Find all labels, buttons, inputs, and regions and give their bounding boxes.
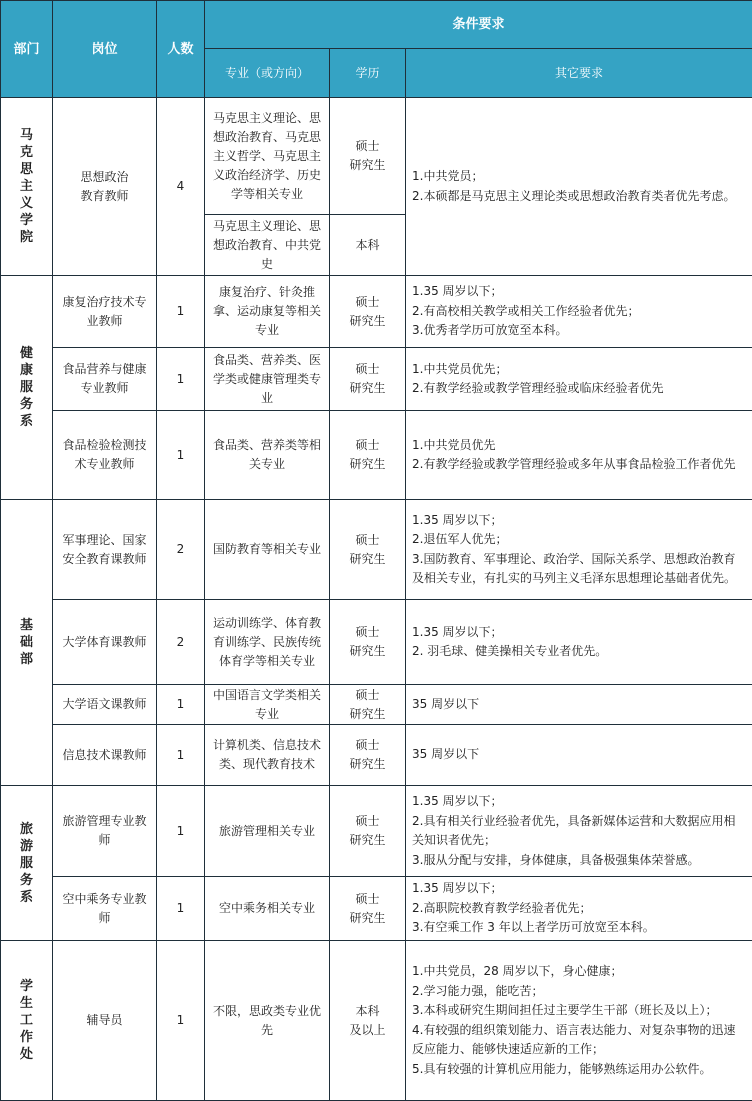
position-cell: 食品营养与健康专业教师: [53, 348, 157, 411]
table-row: [1, 786, 752, 877]
requirement-item: 1.中共党员；: [412, 169, 484, 183]
education-cell: 硕士 研究生: [330, 685, 406, 725]
table-row: [1, 348, 752, 411]
count-cell: 2: [157, 600, 205, 685]
position-cell: 大学体育课教师: [53, 600, 157, 685]
requirement-item: 3.服从分配与安排，身体健康，具备极强集体荣誉感。: [412, 852, 700, 867]
requirements-cell: [406, 98, 752, 276]
education-cell: 硕士 研究生: [330, 276, 406, 348]
count-cell: 1: [157, 348, 205, 411]
major-cell: 国防教育等相关专业: [205, 500, 330, 600]
position-cell: 思想政治 教育教师: [53, 98, 157, 276]
position-cell: 康复治疗技术专业教师: [53, 276, 157, 348]
header-position: 岗位: [53, 1, 157, 98]
major-cell: 食品类、营养类、医学类或健康管理类专业: [205, 348, 330, 411]
count-cell: 1: [157, 786, 205, 877]
requirements-cell: [406, 941, 752, 1101]
requirement-item: 2.具有相关行业经验者优先，具备新媒体运营和大数据应用相关知识者优先；: [412, 813, 736, 847]
requirement-item: 1.35 周岁以下；: [412, 881, 503, 896]
requirement-item: 4.有较强的组织策划能力、语言表达能力、对复杂事物的迅速反应能力、能够快速适应新的工作；: [412, 1022, 736, 1056]
header-education: 学历: [330, 49, 406, 98]
requirement-item: 3.本科或研究生期间担任过主要学生干部（班长及以上）；: [412, 1003, 718, 1017]
position-cell: 信息技术课教师: [53, 725, 157, 786]
requirements-cell: [406, 685, 752, 725]
table-row: [1, 685, 752, 725]
requirements-cell: [406, 411, 752, 500]
count-cell: 1: [157, 685, 205, 725]
requirements-cell: [406, 725, 752, 786]
education-cell: 硕士 研究生: [330, 500, 406, 600]
major-cell: 马克思主义理论、思想政治教育、马克思主义哲学、马克思主义政治经济学、历史学等相关专业: [205, 98, 330, 215]
position-cell: 大学语文课教师: [53, 685, 157, 725]
requirement-item: 2.高职院校教育教学经验者优先；: [412, 900, 592, 915]
requirements-cell: [406, 877, 752, 941]
header-major: 专业（或方向）: [205, 49, 330, 98]
education-cell: 硕士 研究生: [330, 98, 406, 215]
dept-cell: 旅游服务系: [1, 786, 53, 941]
requirement-item: 35 周岁以下: [412, 696, 480, 711]
requirement-item: 1.35 周岁以下；: [412, 512, 503, 527]
count-cell: 4: [157, 98, 205, 276]
requirement-item: 1.35 周岁以下；: [412, 794, 503, 808]
table-row: [1, 941, 752, 1101]
requirement-item: 1.中共党员，28 周岁以下，身心健康；: [412, 964, 623, 978]
table-row: [1, 877, 752, 941]
requirement-item: 2.本硕都是马克思主义理论类或思想政治教育类者优先考虑。: [412, 188, 736, 203]
dept-cell: 基础部: [1, 500, 53, 786]
count-cell: 2: [157, 500, 205, 600]
major-cell: 旅游管理相关专业: [205, 786, 330, 877]
education-cell: 硕士 研究生: [330, 600, 406, 685]
requirement-item: 2.有教学经验或教学管理经验或临床经验者优先: [412, 381, 664, 395]
major-cell: 运动训练学、体育教育训练学、民族传统体育学等相关专业: [205, 600, 330, 685]
requirement-item: 1.中共党员优先；: [412, 361, 508, 376]
position-cell: 食品检验检测技术专业教师: [53, 411, 157, 500]
major-cell: 中国语言文学类相关专业: [205, 685, 330, 725]
education-cell: 硕士 研究生: [330, 411, 406, 500]
requirement-item: 1.35 周岁以下；: [412, 624, 503, 639]
requirement-item: 2.有教学经验或教学管理经验或多年从事食品检验工作者优先: [412, 457, 736, 471]
requirement-item: 5.具有较强的计算机应用能力，能够熟练运用办公软件。: [412, 1061, 712, 1076]
requirement-item: 1.中共党员优先: [412, 437, 496, 452]
table-row: [1, 725, 752, 786]
major-cell: 计算机类、信息技术类、现代教育技术: [205, 725, 330, 786]
position-cell: 辅导员: [53, 941, 157, 1101]
header-other: 其它要求: [406, 49, 752, 98]
table-row: [1, 500, 752, 600]
header-count: 人数: [157, 1, 205, 98]
requirements-cell: [406, 786, 752, 877]
requirement-item: 3.有空乘工作 3 年以上者学历可放宽至本科。: [412, 920, 655, 935]
major-cell: 空中乘务相关专业: [205, 877, 330, 941]
major-cell: 不限，思政类专业优先: [205, 941, 330, 1101]
count-cell: 1: [157, 725, 205, 786]
education-cell: 本科: [330, 215, 406, 276]
header-conditions: 条件要求: [205, 1, 752, 49]
dept-cell: 健康服务系: [1, 276, 53, 500]
table-row: [1, 411, 752, 500]
requirement-item: 2.有高校相关教学或相关工作经验者优先；: [412, 303, 640, 318]
count-cell: 1: [157, 411, 205, 500]
education-cell: 硕士 研究生: [330, 786, 406, 877]
requirement-item: 2.退伍军人优先；: [412, 532, 508, 546]
position-cell: 旅游管理专业教师: [53, 786, 157, 877]
education-cell: 硕士 研究生: [330, 348, 406, 411]
header-dept: 部门: [1, 1, 53, 98]
count-cell: 1: [157, 941, 205, 1101]
requirement-item: 1.35 周岁以下；: [412, 284, 503, 299]
major-cell: 康复治疗、针灸推拿、运动康复等相关专业: [205, 276, 330, 348]
education-cell: 本科 及以上: [330, 941, 406, 1101]
dept-cell: 马克思主义学院: [1, 98, 53, 276]
table-row: [1, 600, 752, 685]
education-cell: 硕士 研究生: [330, 877, 406, 941]
requirements-cell: [406, 348, 752, 411]
requirement-item: 3.国防教育、军事理论、政治学、国际关系学、思想政治教育及相关专业，有扎实的马列主义毛泽东思想理论基础者优先。: [412, 551, 737, 585]
table-row: [1, 98, 752, 215]
count-cell: 1: [157, 877, 205, 941]
position-cell: 空中乘务专业教师: [53, 877, 157, 941]
requirements-cell: [406, 276, 752, 348]
requirements-cell: [406, 500, 752, 600]
requirement-item: 2.学习能力强，能吃苦；: [412, 983, 544, 998]
education-cell: 硕士 研究生: [330, 725, 406, 786]
major-cell: 食品类、营养类等相关专业: [205, 411, 330, 500]
table-row: [1, 276, 752, 348]
requirements-cell: [406, 600, 752, 685]
requirement-item: 35 周岁以下: [412, 747, 480, 762]
requirement-item: 2. 羽毛球、健美操相关专业者优先。: [412, 644, 608, 658]
count-cell: 1: [157, 276, 205, 348]
position-cell: 军事理论、国家安全教育课教师: [53, 500, 157, 600]
dept-cell: 学生工作处: [1, 941, 53, 1101]
requirement-item: 3.优秀者学历可放宽至本科。: [412, 323, 568, 338]
major-cell: 马克思主义理论、思想政治教育、中共党史: [205, 215, 330, 276]
